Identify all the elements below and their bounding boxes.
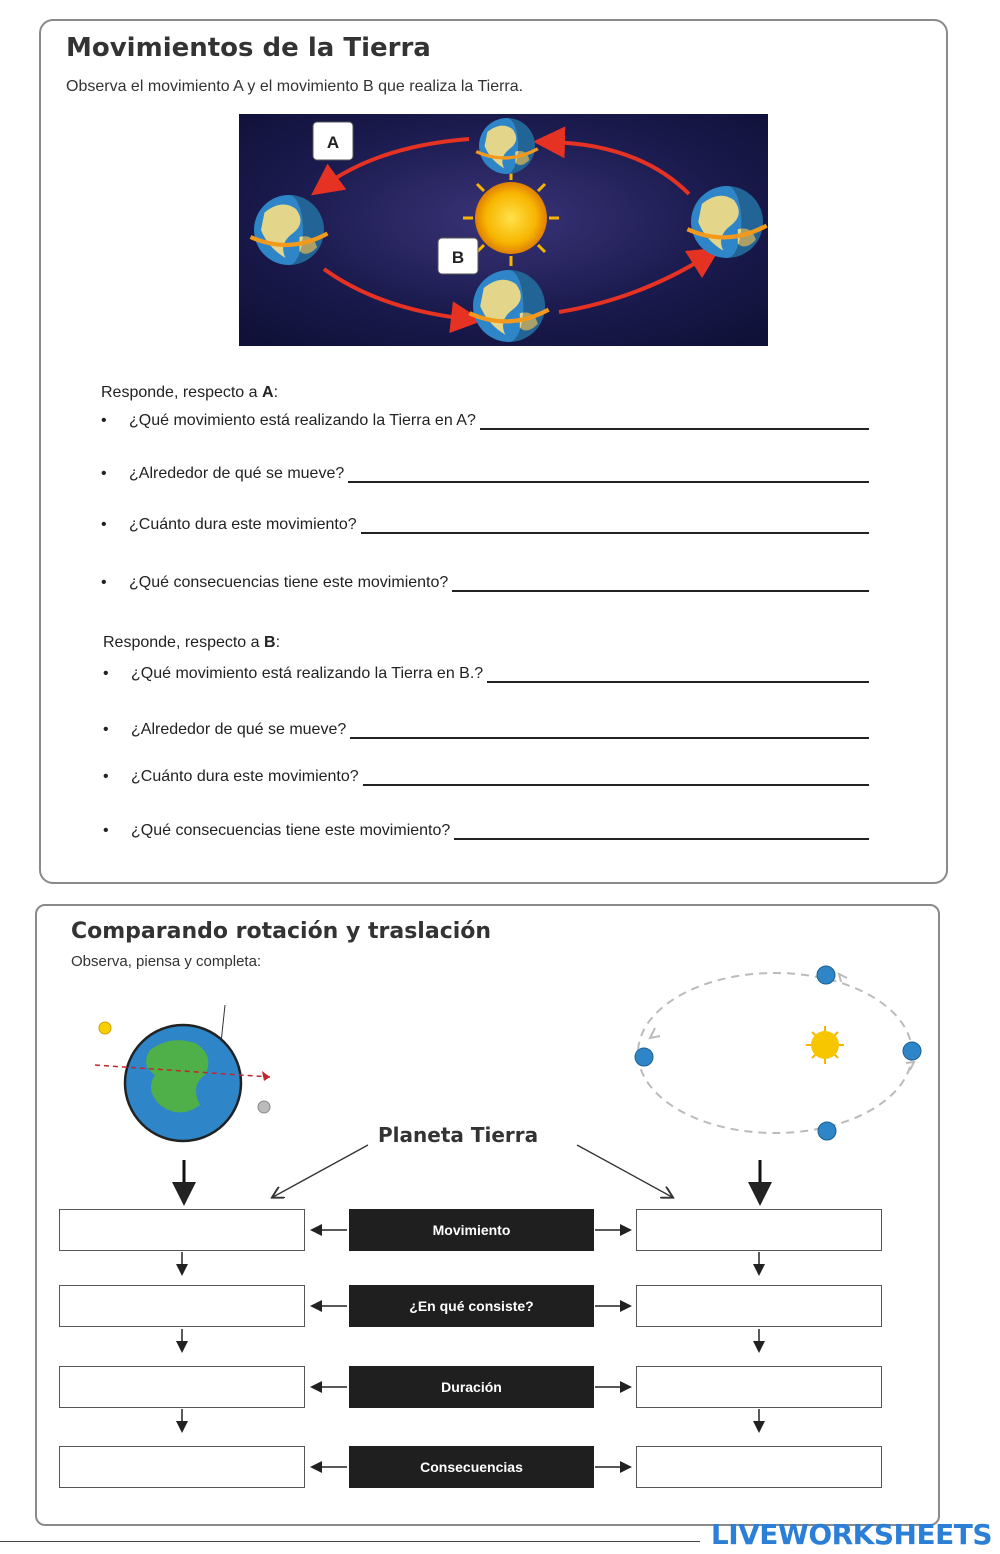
- question-a-3: • ¿Cuánto dura este movimiento?: [101, 516, 869, 534]
- rotation-box-consequences[interactable]: [59, 1446, 305, 1488]
- group-a-heading: Responde, respecto a A:: [101, 384, 279, 401]
- row-label-duration: Duración: [349, 1366, 594, 1408]
- rotation-box-movement[interactable]: [59, 1209, 305, 1251]
- liveworksheets-logo[interactable]: LIVEWORKSHEETS: [710, 1518, 992, 1551]
- planet-earth-label: Planeta Tierra: [378, 1123, 539, 1147]
- orbit-earth-left: [635, 1048, 653, 1066]
- question-b-4: • ¿Qué consecuencias tiene este movimiento?: [103, 822, 869, 840]
- group-b-heading: Responde, respecto a B:: [103, 634, 281, 651]
- rotation-illustration: [90, 1005, 280, 1145]
- answer-line-b-3[interactable]: [363, 770, 869, 786]
- row-label-consequences: Consecuencias: [349, 1446, 594, 1488]
- rotation-box-duration[interactable]: [59, 1366, 305, 1408]
- label-a: A: [326, 133, 340, 152]
- row-label-movement: Movimiento: [349, 1209, 594, 1251]
- orbit-earth-top: [817, 966, 835, 984]
- answer-line-b-4[interactable]: [454, 824, 869, 840]
- orbit-earth-right: [903, 1042, 921, 1060]
- question-a-1: • ¿Qué movimiento está realizando la Tierra en A?: [101, 412, 869, 430]
- translation-box-description[interactable]: [636, 1285, 882, 1327]
- earth-orbit-illustration: [239, 114, 768, 346]
- rotation-box-description[interactable]: [59, 1285, 305, 1327]
- translation-illustration: [625, 960, 930, 1150]
- section2-title: Comparando rotación y traslación: [71, 919, 492, 944]
- answer-line-a-3[interactable]: [361, 518, 869, 534]
- footer-divider: [0, 1541, 700, 1542]
- section1-title: Movimientos de la Tierra: [66, 33, 431, 63]
- question-b-3: • ¿Cuánto dura este movimiento?: [103, 768, 869, 786]
- question-b-2: • ¿Alrededor de qué se mueve?: [103, 721, 869, 739]
- answer-line-b-1[interactable]: [487, 667, 869, 683]
- label-b: B: [451, 248, 465, 267]
- answer-line-a-4[interactable]: [452, 576, 869, 592]
- question-b-1: • ¿Qué movimiento está realizando la Tierra en B.?: [103, 665, 869, 683]
- answer-line-b-2[interactable]: [350, 723, 869, 739]
- translation-box-movement[interactable]: [636, 1209, 882, 1251]
- row-label-description: ¿En qué consiste?: [349, 1285, 594, 1327]
- orbit-earth-bottom: [818, 1122, 836, 1140]
- answer-line-a-2[interactable]: [348, 467, 869, 483]
- small-sun-icon: [99, 1022, 111, 1034]
- question-a-2: • ¿Alrededor de qué se mueve?: [101, 465, 869, 483]
- section2-instruction: Observa, piensa y completa:: [71, 953, 262, 970]
- small-moon-icon: [258, 1101, 270, 1113]
- orbit-sun-icon: [811, 1031, 839, 1059]
- section1-instruction: Observa el movimiento A y el movimiento B que realiza la Tierra.: [66, 78, 524, 95]
- translation-box-consequences[interactable]: [636, 1446, 882, 1488]
- answer-line-a-1[interactable]: [480, 414, 869, 430]
- translation-box-duration[interactable]: [636, 1366, 882, 1408]
- question-a-4: • ¿Qué consecuencias tiene este movimiento?: [101, 574, 869, 592]
